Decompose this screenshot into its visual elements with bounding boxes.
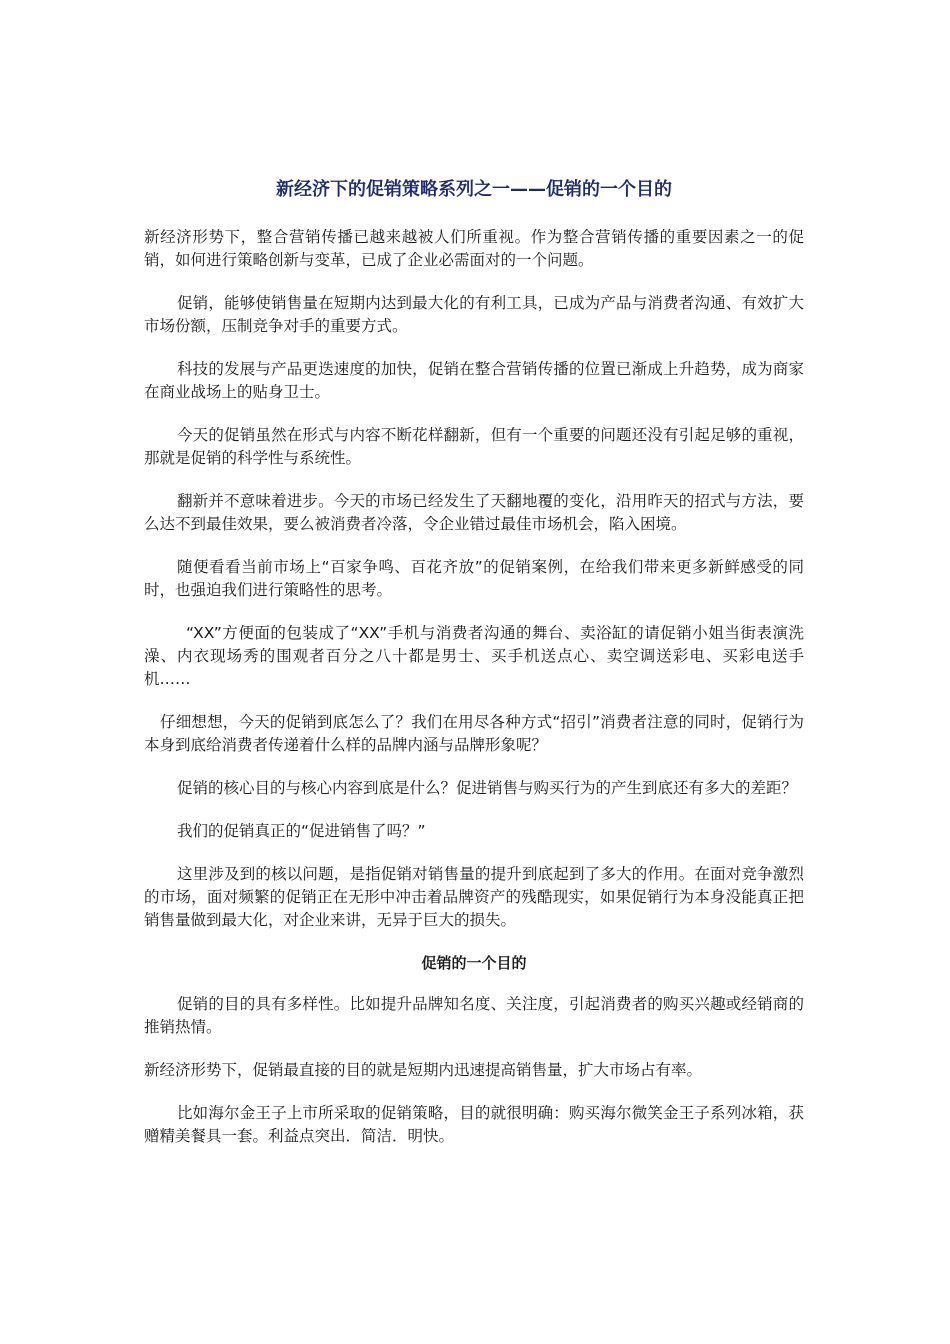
paragraph-promotion-tool: 促销，能够使销售量在短期内达到最大化的有利工具，已成为产品与消费者沟通、有效扩大市场份额，压制竞争对手的重要方式。 (144, 294, 804, 335)
paragraph-examples: “XX”方便面的包装成了“XX”手机与消费者沟通的舞台、卖浴缸的请促销小姐当街表演洗澡、内衣现场秀的围观者百分之八十都是男士、买手机送点心、卖空调送彩电、买彩电送手机…… (144, 624, 804, 688)
paragraph-haier-example: 比如海尔金王子上市所采取的促销策略，目的就很明确：购买海尔微笑金王子系列冰箱，获赠精美餐具一套。利益点突出．简洁．明快。 (144, 1104, 804, 1145)
paragraph-technology: 科技的发展与产品更迭速度的加快，促销在整合营销传播的位置已渐成上升趋势，成为商家在商业战场上的贴身卫士。 (144, 360, 804, 401)
paragraph-direct-goal: 新经济形势下，促销最直接的目的就是短期内迅速提高销售量，扩大市场占有率。 (144, 1061, 703, 1079)
section-subheading: 促销的一个目的 (421, 954, 527, 972)
paragraph-core-purpose: 促销的核心目的与核心内容到底是什么？促进销售与购买行为的产生到底还有多大的差距？ (177, 779, 798, 797)
paragraph-reflection: 仔细想想，今天的促销到底怎么了？我们在用尽各种方式“招引”消费者注意的同时，促销行为本身到底给消费者传递着什么样的品牌内涵与品牌形象呢？ (144, 713, 804, 754)
paragraph-core-issue: 这里涉及到的核以问题，是指促销对销售量的提升到底起到了多大的作用。在面对竞争激烈的市场，面对频繁的促销正在无形中冲击着品牌资产的残酷现实，如果促销行为本身没能真正把销售量做到最大化，对企业来讲，无异于巨大的损失。 (144, 865, 804, 929)
paragraph-question: 我们的促销真正的“促进销售了吗？” (177, 822, 426, 840)
paragraph-intro: 新经济形势下，整合营销传播已越来越被人们所重视。作为整合营销传播的重要因素之一的促销，如何进行策略创新与变革，已成了企业必需面对的一个问题。 (144, 228, 804, 269)
paragraph-science-system: 今天的促销虽然在形式与内容不断花样翻新，但有一个重要的问题还没有引起足够的重视，那就是促销的科学性与系统性。 (144, 426, 804, 467)
document-title: 新经济下的促销策略系列之一——促销的一个目的 (276, 179, 672, 200)
paragraph-renovation: 翻新并不意味着进步。今天的市场已经发生了天翻地覆的变化，沿用昨天的招式与方法，要么达不到最佳效果，要么被消费者冷落，令企业错过最佳市场机会，陷入困境。 (144, 492, 804, 533)
paragraph-market-cases: 随便看看当前市场上“百家争鸣、百花齐放”的促销案例，在给我们带来更多新鲜感受的同时，也强迫我们进行策略性的思考。 (144, 558, 804, 599)
document-page (144, 176, 804, 1168)
paragraph-diversity: 促销的目的具有多样性。比如提升品牌知名度、关注度，引起消费者的购买兴趣或经销商的推销热情。 (144, 995, 804, 1036)
